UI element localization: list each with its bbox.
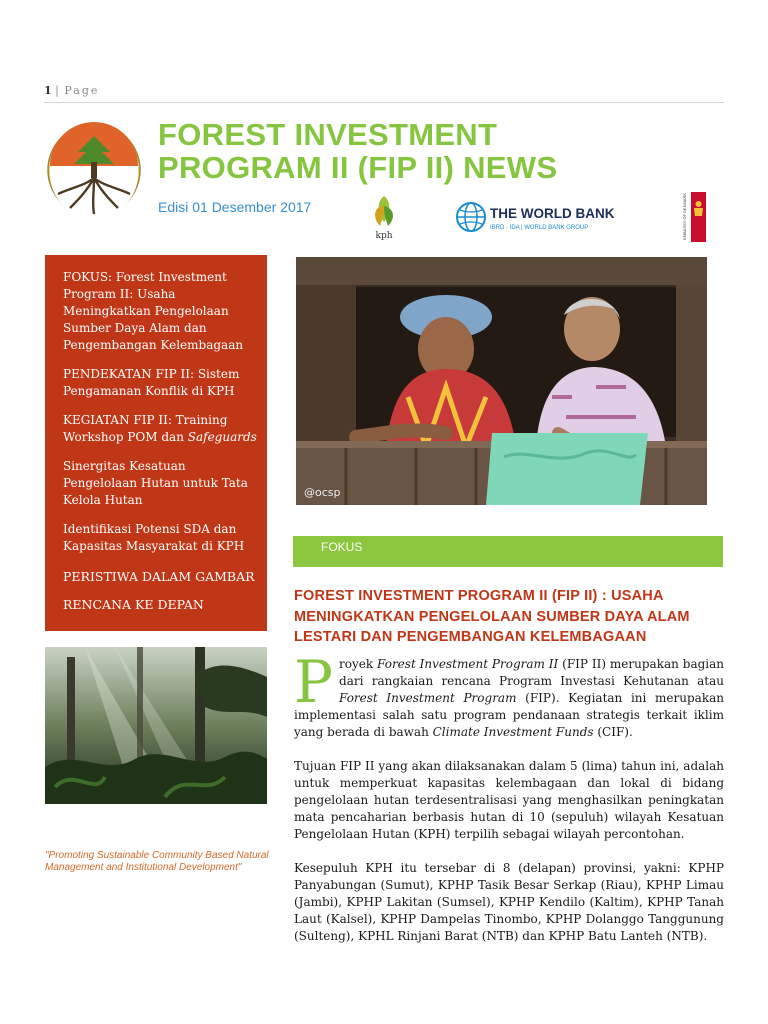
contents-box bbox=[45, 255, 267, 631]
p1-italic-fip: Forest Investment Program II bbox=[377, 657, 559, 671]
contents-item-fokus[interactable]: FOKUS: Forest Investment Program II: Usaha Meningkatkan Pengelolaan Sumber Daya Alam dan Pengembangan Kelembagaan bbox=[63, 270, 244, 352]
p1-text-g: (CIF). bbox=[593, 725, 633, 739]
contents-item-peristiwa[interactable]: PERISTIWA DALAM GAMBAR bbox=[63, 569, 255, 584]
page-header bbox=[44, 84, 724, 103]
contents-item-kegiatan-text: KEGIATAN FIP II: Training Workshop POM dan bbox=[63, 413, 228, 444]
forest-photo bbox=[45, 647, 267, 804]
p1-italic-cif: Climate Investment Funds bbox=[432, 725, 594, 739]
p1-text-e: (FIP). Kegiatan ini merupakan implementasi salah satu program pendanaan strategis terkait iklim yang berada di bawah bbox=[294, 691, 724, 739]
p1-text-a: royek bbox=[339, 657, 378, 671]
newsletter-title bbox=[158, 118, 618, 184]
drop-cap: P bbox=[294, 648, 334, 716]
contents-item-sinergitas[interactable]: Sinergitas Kesatuan Pengelolaan Hutan untuk Tata Kelola Hutan bbox=[63, 459, 248, 507]
world-bank-logo bbox=[456, 202, 621, 234]
section-bar-fokus: FOKUS bbox=[293, 536, 723, 567]
contents-item-kegiatan-italic: Safeguards bbox=[187, 430, 257, 444]
title-line-1: FOREST INVESTMENT bbox=[158, 117, 498, 152]
p1-text-c: (FIP II) merupakan bagian dari rangkaian rencana Program Investasi Kehutanan atau bbox=[339, 657, 724, 688]
contents-item-rencana[interactable]: RENCANA KE DEPAN bbox=[63, 597, 204, 612]
kph-logo bbox=[370, 192, 398, 242]
title-line-2: PROGRAM II (FIP II) NEWS bbox=[158, 150, 558, 185]
p1-italic-fip-en: Forest Investment Program bbox=[339, 691, 517, 705]
kph-logo-text: kph bbox=[375, 231, 393, 241]
ministry-logo bbox=[40, 122, 148, 218]
photo-credit: @ocsp bbox=[304, 486, 341, 499]
page-number: 1 bbox=[44, 84, 52, 97]
contents-item-pendekatan[interactable]: PENDEKATAN FIP II: Sistem Pengamanan Konflik di KPH bbox=[63, 367, 240, 398]
world-bank-subtext: IBRD · IDA | WORLD BANK GROUP bbox=[490, 225, 589, 231]
embassy-of-denmark-logo bbox=[682, 190, 706, 242]
contents-item-kegiatan[interactable] bbox=[63, 412, 257, 446]
contents-item-identifikasi[interactable]: Identifikasi Potensi SDA dan Kapasitas Masyarakat di KPH bbox=[63, 522, 245, 553]
embassy-logo-text: EMBASSY OF DENMARK bbox=[682, 192, 687, 240]
page-separator: | bbox=[55, 84, 61, 97]
article-body bbox=[294, 648, 724, 962]
main-photo-two-women bbox=[296, 257, 707, 505]
tagline-quote: "Promoting Sustainable Community Based Natural Management and Institutional Development" bbox=[45, 850, 269, 873]
world-bank-name: THE WORLD BANK bbox=[490, 206, 615, 221]
edition-date: Edisi 01 Desember 2017 bbox=[158, 199, 312, 215]
paragraph-2: Tujuan FIP II yang akan dilaksanakan dalam 5 (lima) tahun ini, adalah untuk memperkuat kapasitas kelembagaan dan lokal di bidang pengelolaan hutan terdesentralisasi yang menghasilkan peningkatan mata pencaharian berbasis hutan di 10 (sepuluh) wilayah Kesatuan Pengelolaan Hutan (KPH) terpilih sebagai wilayah percontohan. bbox=[294, 759, 724, 841]
article-headline: FOREST INVESTMENT PROGRAM II (FIP II) : USAHA MENINGKATKAN PENGELOLAAN SUMBER DAYA ALAM LESTARI DAN PENGEMBANGAN KELEMBAGAAN bbox=[294, 588, 690, 645]
paragraph-3: Kesepuluh KPH itu tersebar di 8 (delapan) provinsi, yakni: KPHP Panyabungan (Sumut), KPHP Tasik Besar Serkap (Riau), KPHP Limau (Jambi), KPHP Lakitan (Sumsel), KPHP Kendilo (Kaltim), KPHP Tanah Laut (Kalsel), KPHP Dampelas Tinombo, KPHP Dolanggo Tanggunung (Sulteng), KPHL Rinjani Barat (NTB) dan KPHP Batu Lanteh (NTB). bbox=[294, 861, 724, 943]
paragraph-1 bbox=[294, 648, 724, 741]
page-label: Page bbox=[64, 84, 100, 97]
